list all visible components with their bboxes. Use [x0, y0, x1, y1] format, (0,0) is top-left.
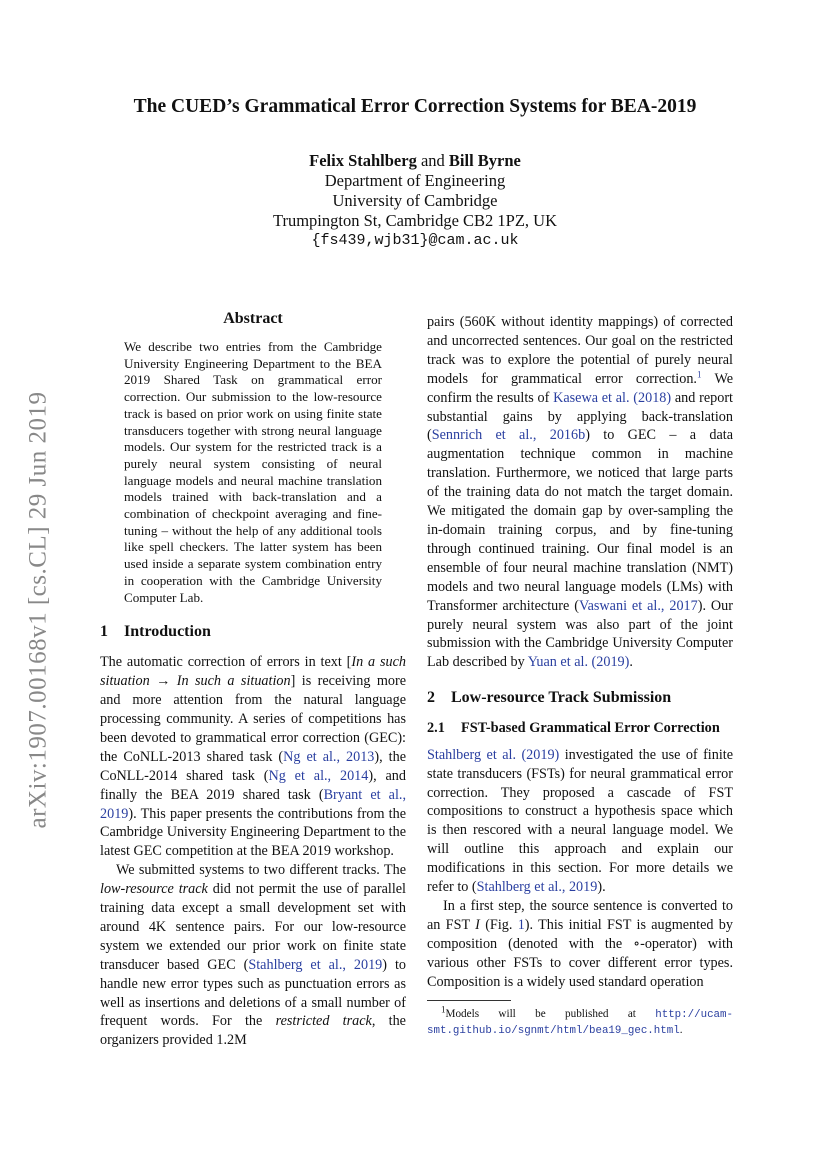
citation-link[interactable]: Stahlberg et al., 2019: [476, 879, 598, 896]
author-2: Bill Byrne: [448, 151, 521, 170]
example-erroneous: In a such situation: [100, 654, 406, 690]
author-email: {fs439,wjb31}@cam.ac.uk: [311, 232, 519, 249]
math-variable: I: [475, 916, 480, 933]
left-column: [100, 310, 406, 1050]
footnote: $^1$Models will be published at http://ucam-smt.github.io/sgnmt/html/bea19_gec.html.: [427, 1003, 733, 1037]
section-title: Introduction: [124, 623, 211, 641]
author-block: [200, 151, 630, 251]
subsection-number: 2.1: [427, 720, 445, 737]
paper-title: The CUED’s Grammatical Error Correction Systems for BEA-2019: [133, 96, 697, 117]
subsection-heading-fst: [427, 719, 733, 738]
section-number: 1: [100, 623, 108, 641]
figure-reference-link[interactable]: 1: [517, 916, 525, 933]
citation-link[interactable]: Stahlberg et al., 2019: [248, 956, 383, 973]
section-heading-low-resource: [427, 689, 733, 707]
affiliation-address: Trumpington St, Cambridge CB2 1PZ, UK: [272, 211, 558, 230]
fst-paragraph-2: In a first step, the source sentence is converted to an FST I (Fig. 1). This initial FST is augmented by composition (denoted with the ∘-operator) with various other FSTs to cover different error types. Composition is a widely used standard operation: [427, 897, 733, 990]
abstract-heading: Abstract: [223, 310, 283, 327]
section-number: 2: [427, 689, 435, 707]
citation-link[interactable]: Kasewa et al. (2018): [553, 389, 672, 406]
footnote-url-link[interactable]: http://ucam-smt.github.io/sgnmt/html/bea19_gec.html: [427, 1008, 733, 1037]
right-column: [427, 313, 733, 1039]
citation-link[interactable]: Sennrich et al., 2016b: [431, 427, 586, 444]
citation-link[interactable]: Yuan et al. (2019): [527, 654, 630, 671]
footnote-divider: [427, 1000, 511, 1001]
footnote-number: 1: [441, 1003, 446, 1014]
intro-paragraph-2-continued: pairs (560K without identity mappings) of corrected and uncorrected sentences. Our goal on the restricted track was to explore the potential of purely neural models for grammatical error correction.$^1$ We confirm the results of Kasewa et al. (2018) and report substantial gains by applying back-translation (Sennrich et al., 2016b) to GEC – a data augmentation technique common in machine translation. Furthermore, we noticed that large parts of the training data do not match the target domain. We mitigated the domain gap by over-sampling the in-domain training corpus, and by fine-tuning through continued training. Our final model is an ensemble of four neural machine translation (NMT) models and two neural language models (LMs) with Transformer architecture (Vaswani et al., 2017). Our purely neural system was also part of the joint submission with the Cambridge University Computer Lab described by Yuan et al. (2019).: [427, 314, 734, 671]
citation-link[interactable]: Ng et al., 2013: [283, 748, 375, 765]
section-title: Low-resource Track Submission: [451, 689, 672, 707]
citation-link[interactable]: Vaswani et al., 2017: [578, 597, 698, 614]
citation-link[interactable]: Ng et al., 2014: [268, 767, 369, 784]
affiliation-department: Department of Engineering: [324, 171, 506, 190]
example-corrected: In such a situation: [176, 673, 291, 690]
fst-paragraph-1: Stahlberg et al. (2019) investigated the use of finite state transducers (FSTs) for neural grammatical error correction. They proposed a cascade of FST compositions to construct a hypothesis space which is then rescored with a neural language model. We will outline this approach and explain our modifications in this section. For more details we refer to (Stahlberg et al., 2019).: [427, 746, 734, 896]
arxiv-stamp: arXiv:1907.00168v1 [cs.CL] 29 Jun 2019: [25, 391, 52, 829]
intro-paragraph-1: The automatic correction of errors in text [In a such situation → In such a situation] is receiving more and more attention from the natural language processing community. A series of competitions has been devoted to grammatical error correction (GEC): the CoNLL-2013 shared task (Ng et al., 2013), the CoNLL-2014 shared task (Ng et al., 2014), and finally the BEA 2019 shared task (Bryant et al., 2019). This paper presents the contributions from the Cambridge University Engineering Department to the latest GEC competition at the BEA 2019 workshop.: [100, 654, 406, 860]
citation-link[interactable]: Bryant et al., 2019: [100, 786, 406, 822]
author-1: Felix Stahlberg: [309, 151, 417, 170]
author-names: [200, 151, 630, 171]
section-heading-introduction: [100, 623, 406, 641]
subsection-title: FST-based Grammatical Error Correction: [461, 720, 720, 737]
author-conjunction: and: [420, 151, 445, 170]
citation-link[interactable]: Stahlberg et al. (2019): [427, 746, 560, 763]
footnote-marker[interactable]: 1: [696, 368, 702, 379]
intro-paragraph-2: We submitted systems to two different tracks. The low-resource track did not permit the use of parallel training data except a small development set with around 4K sentence pairs. For our low-resource system we extended our prior work on finite state transducer based GEC (Stahlberg et al., 2019) to handle new error types such as punctuation errors as well as insertions and deletions of a small number of frequent words. For the restricted track, the organizers provided 1.2M: [100, 862, 406, 1049]
abstract-text: We describe two entries from the Cambridge University Engineering Department to the BEA 2019 Shared Task on grammatical error correction. Our submission to the low-resource track is based on prior work on using finite state transducers together with strong neural language models. Our system for the restricted track is a purely neural system consisting of neural language models and neural machine translation models trained with back-translation and a combination of checkpoint averaging and fine-tuning – without the help of any additional tools like spell checkers. The latter system has been used inside a separate system combination entry in cooperation with the Cambridge University Computer Lab.: [124, 339, 382, 605]
affiliation-university: University of Cambridge: [332, 191, 498, 210]
